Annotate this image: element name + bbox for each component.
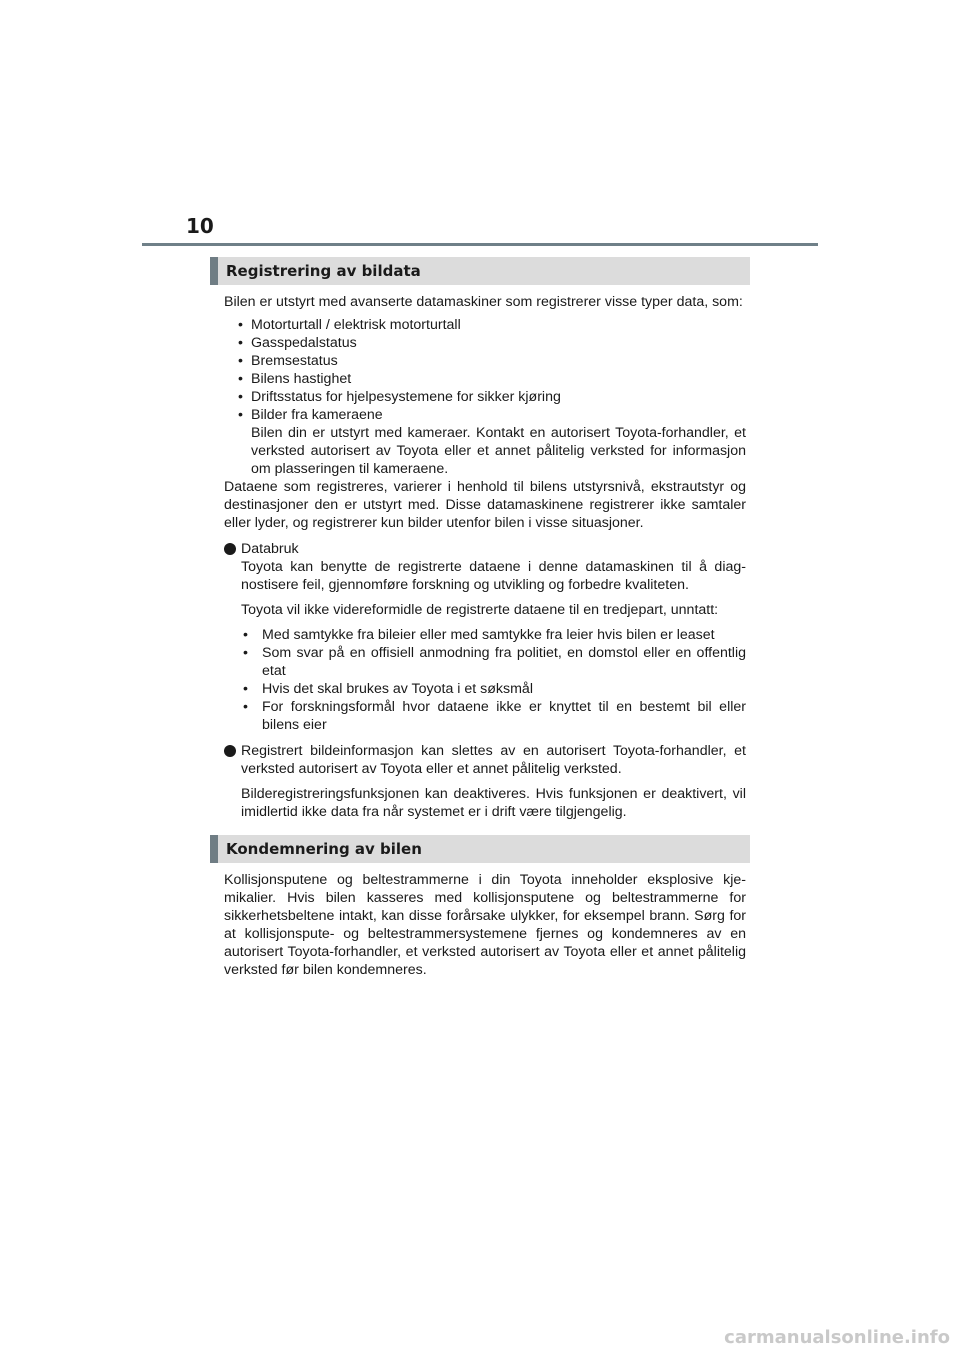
section-title: Registrering av bildata [226, 262, 421, 280]
databruk-item [224, 540, 746, 734]
bullet-dot-icon: • [238, 389, 243, 405]
circle-bullet-icon [224, 543, 236, 555]
top-rule [142, 243, 818, 246]
list-item: • Gasspedalstatus [238, 335, 357, 351]
bullet-dot-icon: • [243, 681, 248, 697]
intro-paragraph: Bilen er utstyrt med avanserte datamaskiner som registrerer visse typer data, som: [224, 294, 743, 310]
section-header-kondemnering [210, 835, 750, 863]
list-item: • Bremsestatus [238, 353, 338, 369]
bullet-dot-icon: • [238, 371, 243, 387]
exception-list [241, 626, 746, 734]
camera-note: Bilen din er utstyrt med kameraer. Kontakt en autorisert Toyota-forhandler, et verksted autorisert av Toyota eller et annet pålitelig verksted for informasjon om plasseringen til kameraene. [251, 425, 746, 477]
deletion-paragraph-2: Bilderegistreringsfunksjonen kan deaktiveres. Hvis funksjonen er deaktivert, vil imidlertid ikke data fra når systemet er i drift være tilgjengelig. [241, 786, 746, 820]
bullet-dot-icon: • [238, 317, 243, 333]
bullet-dot-icon: • [238, 335, 243, 351]
page-content [210, 257, 750, 979]
list-item: • Med samtykke fra bileier eller med samtykke fra leier hvis bilen er leaset [243, 627, 715, 643]
data-type-list [234, 316, 746, 478]
list-item: • Driftsstatus for hjelpesystemene for sikker kjøring [238, 389, 561, 405]
deletion-item [224, 742, 746, 821]
list-item: • Bilder fra kameraene Bilen din er utstyrt med kameraer. Kontakt en autorisert Toyota-forhandler, et verksted autorisert av Toyota eller et annet pålitelig verksted for informasjon om plasseringen til kameraene. [238, 407, 746, 477]
databruk-paragraph-2: Toyota vil ikke videreformidle de registrerte dataene til en tredjepart, unntatt: [241, 602, 719, 618]
list-item: • Som svar på en offisiell anmodning fra politiet, en domstol eller en offentlig etat [243, 645, 746, 679]
list-item: • Motorturtall / elektrisk motorturtall [238, 317, 461, 333]
section-header-registrering [210, 257, 750, 285]
databruk-title: Databruk [241, 541, 299, 557]
databruk-paragraph-1: Toyota kan benytte de registrerte dataene i denne datamaskinen til å diagnostisere feil, gjennomføre forskning og utvikling og forbedre kvaliteten. [241, 559, 746, 593]
page-number: 10 [186, 214, 214, 238]
section-title: Kondemnering av bilen [226, 840, 422, 858]
bullet-dot-icon: • [243, 645, 248, 661]
bullet-dot-icon: • [243, 627, 248, 643]
kondemnering-paragraph: Kollisjonsputene og beltestrammerne i din Toyota inneholder eksplosive kjemikalier. Hvis bilen kasseres med kollisjonsputene og beltestrammerne for sikkerhetsbeltene intakt, kan disse forårsake ulykker, for eksempel brann. Sørg for at kollisjonspute- og beltestrammersystemene fjernes og kondemneres av en autorisert Toyota-forhandler, et verksted autorisert av Toyota eller et annet pålitelig verksted før bilen kondemneres. [224, 872, 746, 978]
circle-bullet-icon [224, 745, 236, 757]
bullet-dot-icon: • [243, 699, 248, 715]
list-item: • For forskningsformål hvor dataene ikke er knyttet til en bestemt bil eller bilens eier [243, 699, 746, 733]
list-item: • Bilens hastighet [238, 371, 352, 387]
deletion-paragraph-1: Registrert bildeinformasjon kan slettes av en autorisert Toyota-forhandler, et verksted autorisert av Toyota eller et annet pålitelig verksted. [241, 743, 746, 777]
bullet-dot-icon: • [238, 407, 243, 423]
list-item: • Hvis det skal brukes av Toyota i et søksmål [243, 681, 533, 697]
data-paragraph: Dataene som registreres, varierer i henhold til bilens utstyrsnivå, ekstrautstyr og destinasjoner den er utstyrt med. Disse datamaskinene registrerer ikke samtaler eller lyder, og registrerer kun bilder utenfor bilen i visse situasjoner. [224, 479, 746, 531]
watermark-logo: carmanualsonline.info [724, 1327, 950, 1348]
bullet-dot-icon: • [238, 353, 243, 369]
